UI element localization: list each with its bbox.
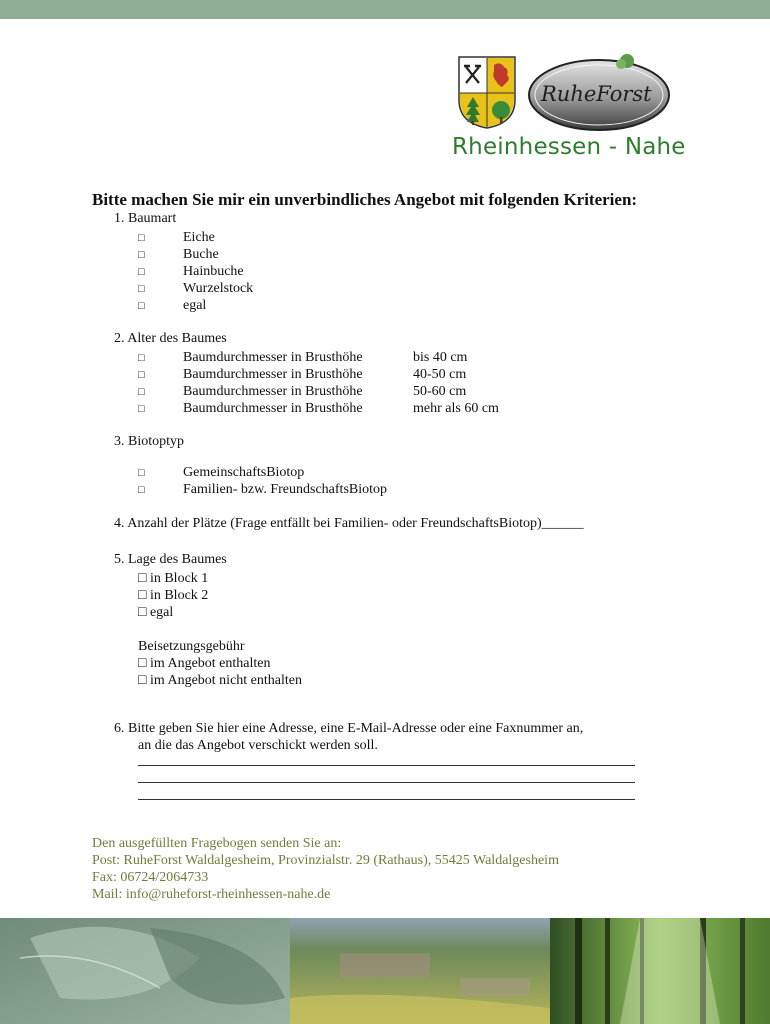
checkbox-hainbuche[interactable]: □ [138, 266, 145, 278]
q6-label: 6. Bitte geben Sie hier eine Adresse, eine E-Mail-Adresse oder eine Faxnummer an, [114, 721, 584, 736]
q3-label: 3. Biotoptyp [114, 434, 185, 449]
q2-label: 2. Alter des Baumes [114, 331, 227, 346]
checkbox-bis-40[interactable]: □ [138, 352, 145, 364]
option-diameter-value: bis 40 cm [413, 350, 468, 365]
option-diameter-label: Baumdurchmesser in Brusthöhe [183, 401, 363, 416]
option-freundschaftsbiotop: Familien- bzw. FreundschaftsBiotop [183, 482, 388, 497]
option-hainbuche: Hainbuche [183, 264, 244, 279]
contact-footer [92, 835, 559, 903]
option-gemeinschaftsbiotop: GemeinschaftsBiotop [183, 465, 305, 480]
footer-intro: Den ausgefüllten Fragebogen senden Sie an: [92, 836, 342, 851]
option-buche: Buche [183, 247, 219, 262]
checkbox-baumart-egal[interactable]: □ [138, 300, 145, 312]
footer-post: Post: RuheForst Waldalgesheim, Provinzialstr. 29 (Rathaus), 55425 Waldalgesheim [92, 853, 559, 868]
address-line-3[interactable] [138, 799, 635, 800]
option-lage-egal[interactable]: □ egal [138, 605, 174, 620]
ruheforst-logo-text: RuheForst [541, 82, 652, 106]
fee-label: Beisetzungsgebühr [138, 639, 245, 654]
option-fee-not-included[interactable]: □ im Angebot nicht enthalten [138, 673, 302, 688]
checkbox-wurzelstock[interactable]: □ [138, 283, 145, 295]
region-title: Rheinhessen - Nahe [452, 134, 686, 160]
address-line-1[interactable] [138, 765, 635, 766]
forest-photo-strip [0, 918, 770, 1024]
option-baumart-egal: egal [183, 298, 207, 313]
address-line-2[interactable] [138, 782, 635, 783]
option-block-2[interactable]: □ in Block 2 [138, 588, 209, 603]
top-color-band [0, 0, 770, 19]
option-diameter-value: mehr als 60 cm [413, 401, 499, 416]
ruheforst-logo [527, 52, 672, 132]
footer-fax: Fax: 06724/2064733 [92, 870, 209, 885]
footer-mail[interactable]: Mail: info@ruheforst-rheinhessen-nahe.de [92, 887, 331, 902]
option-eiche: Eiche [183, 230, 215, 245]
municipal-crest-icon [457, 55, 517, 130]
option-diameter-label: Baumdurchmesser in Brusthöhe [183, 367, 363, 382]
form-heading: Bitte machen Sie mir ein unverbindliches Angebot mit folgenden Kriterien: [92, 190, 638, 209]
option-fee-included[interactable]: □ im Angebot enthalten [138, 656, 271, 671]
option-diameter-value: 50-60 cm [413, 384, 467, 399]
option-block-1[interactable]: □ in Block 1 [138, 571, 209, 586]
q1-label: 1. Baumart [114, 211, 177, 226]
q4-label[interactable]: 4. Anzahl der Plätze (Frage entfällt bei Familien- oder FreundschaftsBiotop)______ [114, 516, 584, 531]
q6-label-line2: an die das Angebot verschickt werden soll. [138, 738, 378, 753]
option-diameter-label: Baumdurchmesser in Brusthöhe [183, 350, 363, 365]
q5-label: 5. Lage des Baumes [114, 552, 227, 567]
checkbox-gemeinschaftsbiotop[interactable]: □ [138, 467, 145, 479]
checkbox-50-60[interactable]: □ [138, 386, 145, 398]
checkbox-freundschaftsbiotop[interactable]: □ [138, 484, 145, 496]
checkbox-eiche[interactable]: □ [138, 232, 145, 244]
option-wurzelstock: Wurzelstock [183, 281, 254, 296]
checkbox-mehr-als-60[interactable]: □ [138, 403, 145, 415]
option-diameter-label: Baumdurchmesser in Brusthöhe [183, 384, 363, 399]
checkbox-40-50[interactable]: □ [138, 369, 145, 381]
option-diameter-value: 40-50 cm [413, 367, 467, 382]
checkbox-buche[interactable]: □ [138, 249, 145, 261]
